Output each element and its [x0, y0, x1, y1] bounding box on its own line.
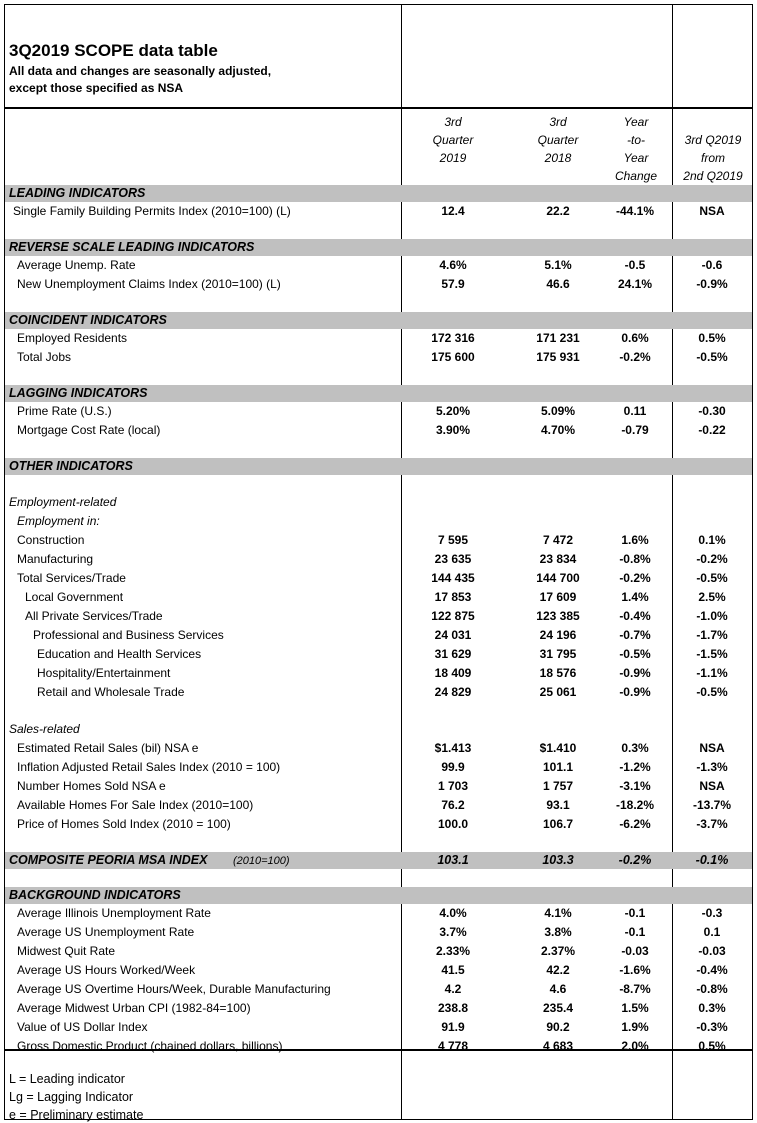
section-header-row — [5, 185, 752, 202]
row-label: Midwest Quit Rate — [17, 944, 116, 958]
spacer-row — [5, 702, 752, 720]
value-year-change: -18.2% — [615, 798, 655, 812]
spacer-row — [5, 367, 752, 385]
section-title: OTHER INDICATORS — [9, 459, 133, 473]
value-quarter-change: -1.5% — [696, 647, 728, 661]
table-row — [5, 256, 752, 275]
value-quarter-change: -0.22 — [698, 423, 726, 437]
value-quarter-change: -0.2% — [696, 552, 728, 566]
value-3q2018: 18 576 — [539, 666, 577, 680]
value-3q2019: 24 031 — [434, 628, 472, 642]
data-table-sheet — [4, 4, 753, 1120]
column-header-line: Change — [614, 169, 658, 183]
spacer-row — [5, 221, 752, 239]
row-label: Total Services/Trade — [17, 571, 126, 585]
value-year-change: -1.2% — [619, 760, 651, 774]
table-row — [5, 531, 752, 550]
value-year-change: -0.5% — [619, 647, 651, 661]
value-3q2019: 144 435 — [431, 571, 475, 585]
value-3q2019: 122 875 — [431, 609, 475, 623]
title-block — [9, 41, 399, 97]
value-3q2019: 91.9 — [441, 1020, 465, 1034]
table-row — [5, 923, 752, 942]
value-year-change: -3.1% — [619, 779, 651, 793]
table-row — [5, 683, 752, 702]
table-row — [5, 626, 752, 645]
value-3q2018: 31 795 — [539, 647, 577, 661]
value-3q2018: 4.1% — [544, 906, 572, 920]
row-label: Local Government — [25, 590, 124, 604]
value-year-change: -8.7% — [619, 982, 651, 996]
value-quarter-change: 0.3% — [698, 1001, 726, 1015]
row-label: Estimated Retail Sales (bil) NSA e — [17, 741, 199, 755]
value-3q2018: 235.4 — [542, 1001, 574, 1015]
value-3q2018: 4.6 — [549, 982, 567, 996]
value-3q2019: 18 409 — [434, 666, 472, 680]
value-quarter-change: -0.5% — [696, 350, 728, 364]
table-row — [5, 202, 752, 221]
row-label: Gross Domestic Product (chained dollars, billions) — [17, 1039, 283, 1053]
value-quarter-change: -13.7% — [692, 798, 732, 812]
value-year-change: 1.4% — [621, 590, 649, 604]
value-3q2019: $1.413 — [434, 741, 472, 755]
value-3q2019: 2.33% — [435, 944, 471, 958]
row-label: Price of Homes Sold Index (2010 = 100) — [17, 817, 231, 831]
value-3q2019: 17 853 — [434, 590, 472, 604]
row-label: Average Illinois Unemployment Rate — [17, 906, 211, 920]
table-row — [5, 777, 752, 796]
spacer-row — [5, 475, 752, 493]
row-label: Retail and Wholesale Trade — [37, 685, 185, 699]
value-quarter-change: NSA — [699, 741, 725, 755]
row-label: Employment in: — [17, 514, 100, 528]
value-3q2019: 172 316 — [431, 331, 475, 345]
value-3q2019: 7 595 — [437, 533, 469, 547]
table-row — [5, 796, 752, 815]
column-header-quarter-change — [673, 131, 753, 185]
spacer-row — [5, 834, 752, 852]
value-year-change: -1.6% — [619, 963, 651, 977]
row-label: Hospitality/Entertainment — [37, 666, 171, 680]
section-header-row — [5, 852, 752, 869]
value-year-change: -0.9% — [619, 685, 651, 699]
value-quarter-change: -0.8% — [696, 982, 728, 996]
value-year-change: -0.9% — [619, 666, 651, 680]
value-year-change: -0.8% — [619, 552, 651, 566]
row-label: Average US Hours Worked/Week — [17, 963, 196, 977]
value-quarter-change: -1.0% — [696, 609, 728, 623]
table-row — [5, 645, 752, 664]
row-label: Manufacturing — [17, 552, 94, 566]
value-3q2018: 123 385 — [536, 609, 580, 623]
header-divider — [5, 107, 752, 109]
row-label: Inflation Adjusted Retail Sales Index (2010 = 100) — [17, 760, 281, 774]
value-3q2018: 23 834 — [539, 552, 577, 566]
footnote: Lg = Lagging Indicator — [9, 1090, 134, 1104]
section-title: BACKGROUND INDICATORS — [9, 888, 181, 902]
section-header-row — [5, 239, 752, 256]
value-3q2019: 3.7% — [439, 925, 467, 939]
row-label: Average US Overtime Hours/Week, Durable Manufacturing — [17, 982, 331, 996]
row-label: Employment-related — [9, 495, 117, 509]
value-quarter-change: 0.1 — [703, 925, 721, 939]
value-3q2019: 175 600 — [431, 350, 475, 364]
value-3q2019: 100.0 — [437, 817, 469, 831]
value-year-change: 1.9% — [621, 1020, 649, 1034]
column-header-line: 2nd Q2019 — [683, 169, 743, 183]
value-year-change: 24.1% — [617, 277, 653, 291]
value-3q2019: 12.4 — [441, 204, 465, 218]
table-row — [5, 421, 752, 440]
row-label: Single Family Building Permits Index (2010=100) (L) — [13, 204, 291, 218]
section-title: LAGGING INDICATORS — [9, 386, 148, 400]
row-label: Total Jobs — [17, 350, 72, 364]
row-label: Construction — [17, 533, 85, 547]
table-row — [5, 815, 752, 834]
footnote: e = Preliminary estimate — [9, 1108, 144, 1122]
value-3q2018: 144 700 — [536, 571, 580, 585]
value-year-change: -0.2% — [618, 853, 652, 867]
value-3q2018: 103.3 — [542, 853, 574, 867]
table-row — [5, 329, 752, 348]
value-3q2018: 25 061 — [539, 685, 577, 699]
value-3q2018: 5.1% — [544, 258, 572, 272]
column-header-line: Quarter — [432, 133, 474, 147]
value-year-change: -0.1 — [624, 925, 646, 939]
section-header-row — [5, 385, 752, 402]
value-3q2018: 5.09% — [540, 404, 576, 418]
value-year-change: -0.79 — [621, 423, 649, 437]
section-title: LEADING INDICATORS — [9, 186, 146, 200]
value-3q2019: 41.5 — [441, 963, 465, 977]
value-year-change: -0.7% — [619, 628, 651, 642]
value-quarter-change: -0.4% — [696, 963, 728, 977]
row-label: Employed Residents — [17, 331, 128, 345]
value-3q2018: 175 931 — [536, 350, 580, 364]
value-3q2018: 24 196 — [539, 628, 577, 642]
section-note-wrap — [233, 852, 290, 870]
column-header-line: from — [701, 151, 725, 165]
section-title: COMPOSITE PEORIA MSA INDEX — [9, 853, 208, 867]
value-year-change: -0.4% — [619, 609, 651, 623]
value-3q2018: 93.1 — [546, 798, 570, 812]
subtitle-line: All data and changes are seasonally adjusted, — [9, 64, 272, 78]
table-row — [5, 607, 752, 626]
value-year-change: 0.11 — [623, 404, 647, 418]
value-quarter-change: 0.5% — [698, 1039, 726, 1053]
value-quarter-change: -0.1% — [695, 853, 729, 867]
value-year-change: 0.3% — [621, 741, 649, 755]
value-quarter-change: -1.3% — [696, 760, 728, 774]
value-3q2018: $1.410 — [539, 741, 577, 755]
value-3q2019: 1 703 — [437, 779, 469, 793]
subsection-label-row — [5, 512, 752, 531]
row-label: Number Homes Sold NSA e — [17, 779, 166, 793]
value-quarter-change: -0.30 — [698, 404, 726, 418]
value-year-change: -0.2% — [619, 350, 651, 364]
value-quarter-change: -0.3 — [701, 906, 723, 920]
table-row — [5, 758, 752, 777]
value-3q2018: 22.2 — [546, 204, 570, 218]
value-quarter-change: -0.5% — [696, 685, 728, 699]
value-3q2019: 24 829 — [434, 685, 472, 699]
value-3q2018: 3.8% — [544, 925, 572, 939]
table-subtitle — [9, 63, 399, 97]
column-header-line: 3rd Q2019 — [684, 133, 742, 147]
table-row — [5, 1037, 752, 1056]
value-3q2018: 90.2 — [546, 1020, 570, 1034]
value-3q2018: 4 683 — [542, 1039, 574, 1053]
column-header-line: 3rd — [444, 115, 462, 129]
table-row — [5, 999, 752, 1018]
value-3q2019: 31 629 — [434, 647, 472, 661]
value-3q2019: 23 635 — [434, 552, 472, 566]
subsection-label-row — [5, 493, 752, 512]
table-row — [5, 739, 752, 758]
column-header-line: -to- — [627, 133, 645, 147]
value-quarter-change: -0.03 — [698, 944, 726, 958]
row-label: Value of US Dollar Index — [17, 1020, 148, 1034]
column-header-line: 2018 — [544, 151, 572, 165]
value-3q2018: 106.7 — [542, 817, 574, 831]
value-3q2018: 2.37% — [540, 944, 576, 958]
column-header-line: Year — [623, 151, 649, 165]
value-year-change: 2.0% — [621, 1039, 649, 1053]
value-quarter-change: -3.7% — [696, 817, 728, 831]
table-row — [5, 980, 752, 999]
table-body — [5, 185, 752, 1056]
value-quarter-change: -0.6 — [701, 258, 723, 272]
row-label: Available Homes For Sale Index (2010=100) — [17, 798, 254, 812]
table-row — [5, 904, 752, 923]
row-label: Sales-related — [9, 722, 80, 736]
value-year-change: 1.6% — [621, 533, 649, 547]
subsection-label-row — [5, 720, 752, 739]
column-header-3q2019 — [408, 113, 498, 167]
value-year-change: 0.6% — [621, 331, 649, 345]
table-row — [5, 348, 752, 367]
value-3q2019: 76.2 — [441, 798, 465, 812]
row-label: Education and Health Services — [37, 647, 202, 661]
value-3q2018: 7 472 — [542, 533, 574, 547]
table-row — [5, 961, 752, 980]
footnote: L = Leading indicator — [9, 1072, 125, 1086]
column-header-3q2018 — [513, 113, 603, 167]
value-3q2019: 57.9 — [441, 277, 465, 291]
value-3q2019: 4.0% — [439, 906, 467, 920]
value-year-change: -0.5 — [624, 258, 646, 272]
table-row — [5, 550, 752, 569]
value-3q2019: 5.20% — [435, 404, 471, 418]
spacer-row — [5, 440, 752, 458]
table-row — [5, 1018, 752, 1037]
value-3q2018: 171 231 — [536, 331, 580, 345]
value-quarter-change: -0.5% — [696, 571, 728, 585]
row-label: All Private Services/Trade — [25, 609, 163, 623]
value-year-change: -0.2% — [619, 571, 651, 585]
value-3q2019: 3.90% — [435, 423, 471, 437]
section-header-row — [5, 887, 752, 904]
value-year-change: -44.1% — [615, 204, 655, 218]
value-quarter-change: NSA — [699, 779, 725, 793]
row-label: Prime Rate (U.S.) — [17, 404, 112, 418]
row-label: Professional and Business Services — [33, 628, 224, 642]
row-label: Mortgage Cost Rate (local) — [17, 423, 161, 437]
table-title: 3Q2019 SCOPE data table — [9, 41, 218, 60]
value-quarter-change: 0.1% — [698, 533, 726, 547]
column-header-line: 3rd — [549, 115, 567, 129]
value-3q2018: 1 757 — [542, 779, 574, 793]
value-quarter-change: -0.9% — [696, 277, 728, 291]
value-3q2019: 238.8 — [437, 1001, 469, 1015]
value-quarter-change: 0.5% — [698, 331, 726, 345]
value-year-change: -0.1 — [624, 906, 646, 920]
table-row — [5, 664, 752, 683]
column-header-line: Quarter — [537, 133, 579, 147]
value-quarter-change: -0.3% — [696, 1020, 728, 1034]
row-label: Average US Unemployment Rate — [17, 925, 195, 939]
subtitle-line: except those specified as NSA — [9, 81, 184, 95]
table-row — [5, 275, 752, 294]
value-quarter-change: -1.7% — [696, 628, 728, 642]
column-header-year-change — [601, 113, 671, 185]
value-3q2018: 46.6 — [546, 277, 570, 291]
section-note: (2010=100) — [233, 855, 290, 867]
value-quarter-change: -1.1% — [696, 666, 728, 680]
value-3q2018: 4.70% — [540, 423, 576, 437]
value-3q2019: 4 778 — [437, 1039, 469, 1053]
value-3q2018: 101.1 — [542, 760, 574, 774]
table-row — [5, 942, 752, 961]
value-3q2018: 42.2 — [546, 963, 570, 977]
spacer-row — [5, 869, 752, 887]
section-title: COINCIDENT INDICATORS — [9, 313, 167, 327]
value-3q2019: 4.6% — [439, 258, 467, 272]
section-header-row — [5, 458, 752, 475]
table-row — [5, 569, 752, 588]
value-3q2018: 17 609 — [539, 590, 577, 604]
section-header-row — [5, 312, 752, 329]
row-label: Average Midwest Urban CPI (1982-84=100) — [17, 1001, 251, 1015]
value-3q2019: 103.1 — [437, 853, 469, 867]
table-row — [5, 402, 752, 421]
row-label: Average Unemp. Rate — [17, 258, 136, 272]
value-quarter-change: 2.5% — [698, 590, 726, 604]
value-quarter-change: NSA — [699, 204, 725, 218]
table-row — [5, 588, 752, 607]
value-year-change: -0.03 — [621, 944, 649, 958]
value-year-change: 1.5% — [621, 1001, 649, 1015]
value-year-change: -6.2% — [619, 817, 651, 831]
value-3q2019: 4.2 — [444, 982, 462, 996]
column-header-line: Year — [623, 115, 649, 129]
row-label: New Unemployment Claims Index (2010=100) (L) — [17, 277, 281, 291]
column-header-line: 2019 — [439, 151, 467, 165]
section-title: REVERSE SCALE LEADING INDICATORS — [9, 240, 255, 254]
value-3q2019: 99.9 — [441, 760, 465, 774]
spacer-row — [5, 294, 752, 312]
footnotes — [9, 1070, 143, 1123]
